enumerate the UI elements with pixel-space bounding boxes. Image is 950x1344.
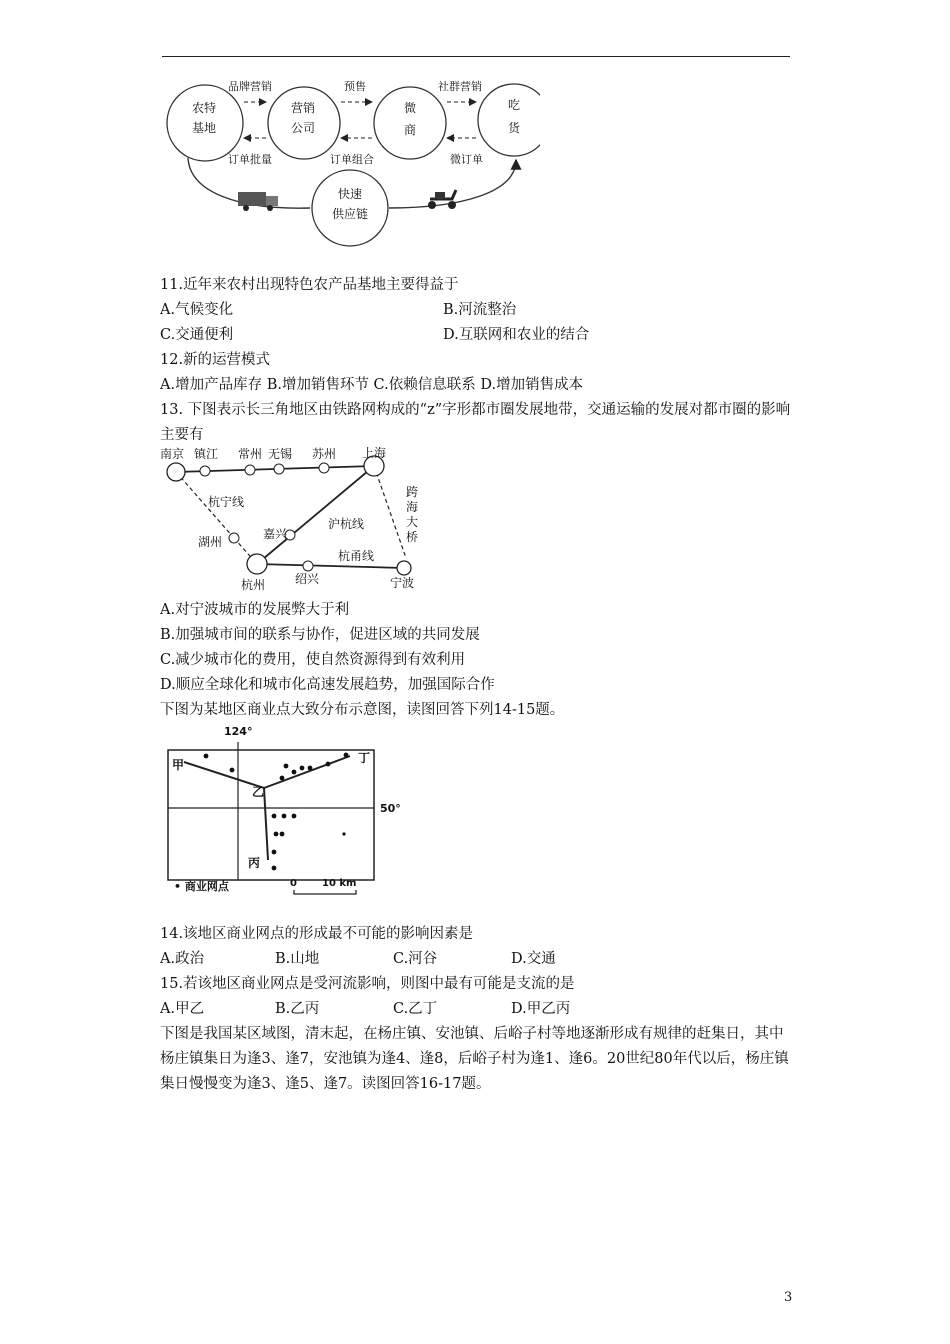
q13-stem: 13. 下图表示长三角地区由铁路网构成的“z”字形都市圈发展地带，交通运输的发展对都市圈的影响主要有 — [160, 402, 791, 443]
q14-option-b: B.山地 — [275, 951, 320, 967]
node-company-2: 公司 — [291, 121, 316, 135]
label-community-marketing: 社群营销 — [438, 80, 482, 93]
point-jia: 甲 — [172, 758, 185, 772]
label-micro-order: 微订单 — [450, 153, 483, 166]
lat-50: 50° — [380, 802, 401, 815]
q11-option-d: D.互联网和农业的结合 — [443, 327, 590, 343]
q11-option-b: B.河流整治 — [443, 302, 517, 318]
figure-commercial-map — [160, 722, 420, 897]
scale-ten: 10 km — [322, 878, 357, 889]
line-hangyong: 杭甬线 — [338, 549, 375, 563]
node-eater-1: 吃 — [508, 98, 521, 112]
page-number: 3 — [784, 1290, 793, 1305]
label-order-combo: 订单组合 — [330, 153, 374, 166]
label-presale: 预售 — [344, 80, 366, 93]
line-hangning: 杭宁线 — [208, 495, 245, 509]
city-wuxi: 无锡 — [268, 447, 293, 461]
q12-options: A.增加产品库存 B.增加销售环节 C.依赖信息联系 D.增加销售成本 — [160, 377, 584, 393]
city-ningbo: 宁波 — [390, 576, 415, 590]
node-supply-2: 供应链 — [332, 207, 369, 221]
bridge-char-2: 海 — [406, 500, 419, 514]
lon-124: 124° — [224, 725, 253, 738]
q14-option-a: A.政治 — [160, 951, 205, 967]
city-shaoxing: 绍兴 — [295, 572, 320, 586]
q15-stem: 15.若该地区商业网点是受河流影响，则图中最有可能是支流的是 — [160, 976, 575, 992]
city-shanghai: 上海 — [362, 446, 387, 460]
q11-option-c: C.交通便利 — [160, 327, 234, 343]
truck-icon — [238, 192, 278, 211]
label-brand-marketing: 品牌营销 — [228, 80, 272, 93]
q13-option-b: B.加强城市间的联系与协作，促进区域的共同发展 — [160, 627, 480, 643]
city-hangzhou: 杭州 — [241, 578, 266, 592]
city-nanjing: 南京 — [160, 447, 185, 461]
q14-option-c: C.河谷 — [393, 951, 438, 967]
q15-option-d: D.甲乙丙 — [511, 1001, 571, 1017]
q15-option-b: B.乙丙 — [275, 1001, 320, 1017]
q15-option-a: A.甲乙 — [160, 1001, 205, 1017]
scale-zero: 0 — [290, 878, 297, 889]
node-supply-1: 快速 — [338, 187, 363, 201]
bridge-char-4: 桥 — [406, 530, 419, 544]
node-eater-2: 货 — [508, 121, 521, 135]
q14-stem: 14.该地区商业网点的形成最不可能的影响因素是 — [160, 926, 474, 942]
intro-14-15: 下图为某地区商业点大致分布示意图，读图回答下列14-15题。 — [160, 702, 565, 718]
city-huzhou: 湖州 — [198, 535, 223, 549]
node-micro-1: 微 — [404, 101, 417, 115]
figure-rail-network — [158, 446, 428, 594]
q13-option-c: C.减少城市化的费用，使自然资源得到有效利用 — [160, 652, 466, 668]
node-base-2: 基地 — [192, 121, 217, 135]
node-micro-2: 商 — [404, 123, 417, 137]
figure-marketing-flow — [160, 68, 540, 248]
scooter-icon — [428, 190, 456, 209]
city-suzhou: 苏州 — [312, 447, 337, 461]
intro-16-17: 下图是我国某区域图，清末起，在杨庄镇、安池镇、后峪子村等地逐渐形成有规律的赶集日，其中杨庄镇集日为逢3、逢7，安池镇为逢4、逢8，后峪子村为逢1、逢6。20世纪80年代以后，杨庄镇集日慢慢变为逢3、逢5、逢7。读图回答16-17题。 — [160, 1026, 789, 1092]
commercial-dots — [204, 753, 349, 871]
node-base-1: 农特 — [192, 101, 217, 115]
q15-option-c: C.乙丁 — [393, 1001, 438, 1017]
city-zhenjiang: 镇江 — [194, 447, 219, 461]
q13-option-a: A.对宁波城市的发展弊大于利 — [160, 602, 350, 618]
point-ding: 丁 — [358, 751, 371, 765]
bridge-char-1: 跨 — [406, 485, 419, 499]
point-bing: 丙 — [248, 856, 261, 870]
legend-commercial: • 商业网点 — [174, 880, 229, 893]
q13-option-d: D.顺应全球化和城市化高速发展趋势，加强国际合作 — [160, 677, 495, 693]
q12-stem: 12.新的运营模式 — [160, 352, 271, 368]
q11-option-a: A.气候变化 — [160, 302, 234, 318]
q14-option-d: D.交通 — [511, 951, 556, 967]
label-order-batch: 订单批量 — [228, 153, 272, 166]
city-changzhou: 常州 — [238, 447, 263, 461]
bridge-char-3: 大 — [406, 515, 419, 529]
header-rule — [162, 56, 790, 57]
point-yi: 乙 — [252, 785, 265, 799]
line-huhang: 沪杭线 — [328, 517, 365, 531]
city-jiaxing: 嘉兴 — [263, 527, 288, 541]
q11-stem: 11.近年来农村出现特色农产品基地主要得益于 — [160, 277, 459, 293]
node-company-1: 营销 — [291, 101, 316, 115]
